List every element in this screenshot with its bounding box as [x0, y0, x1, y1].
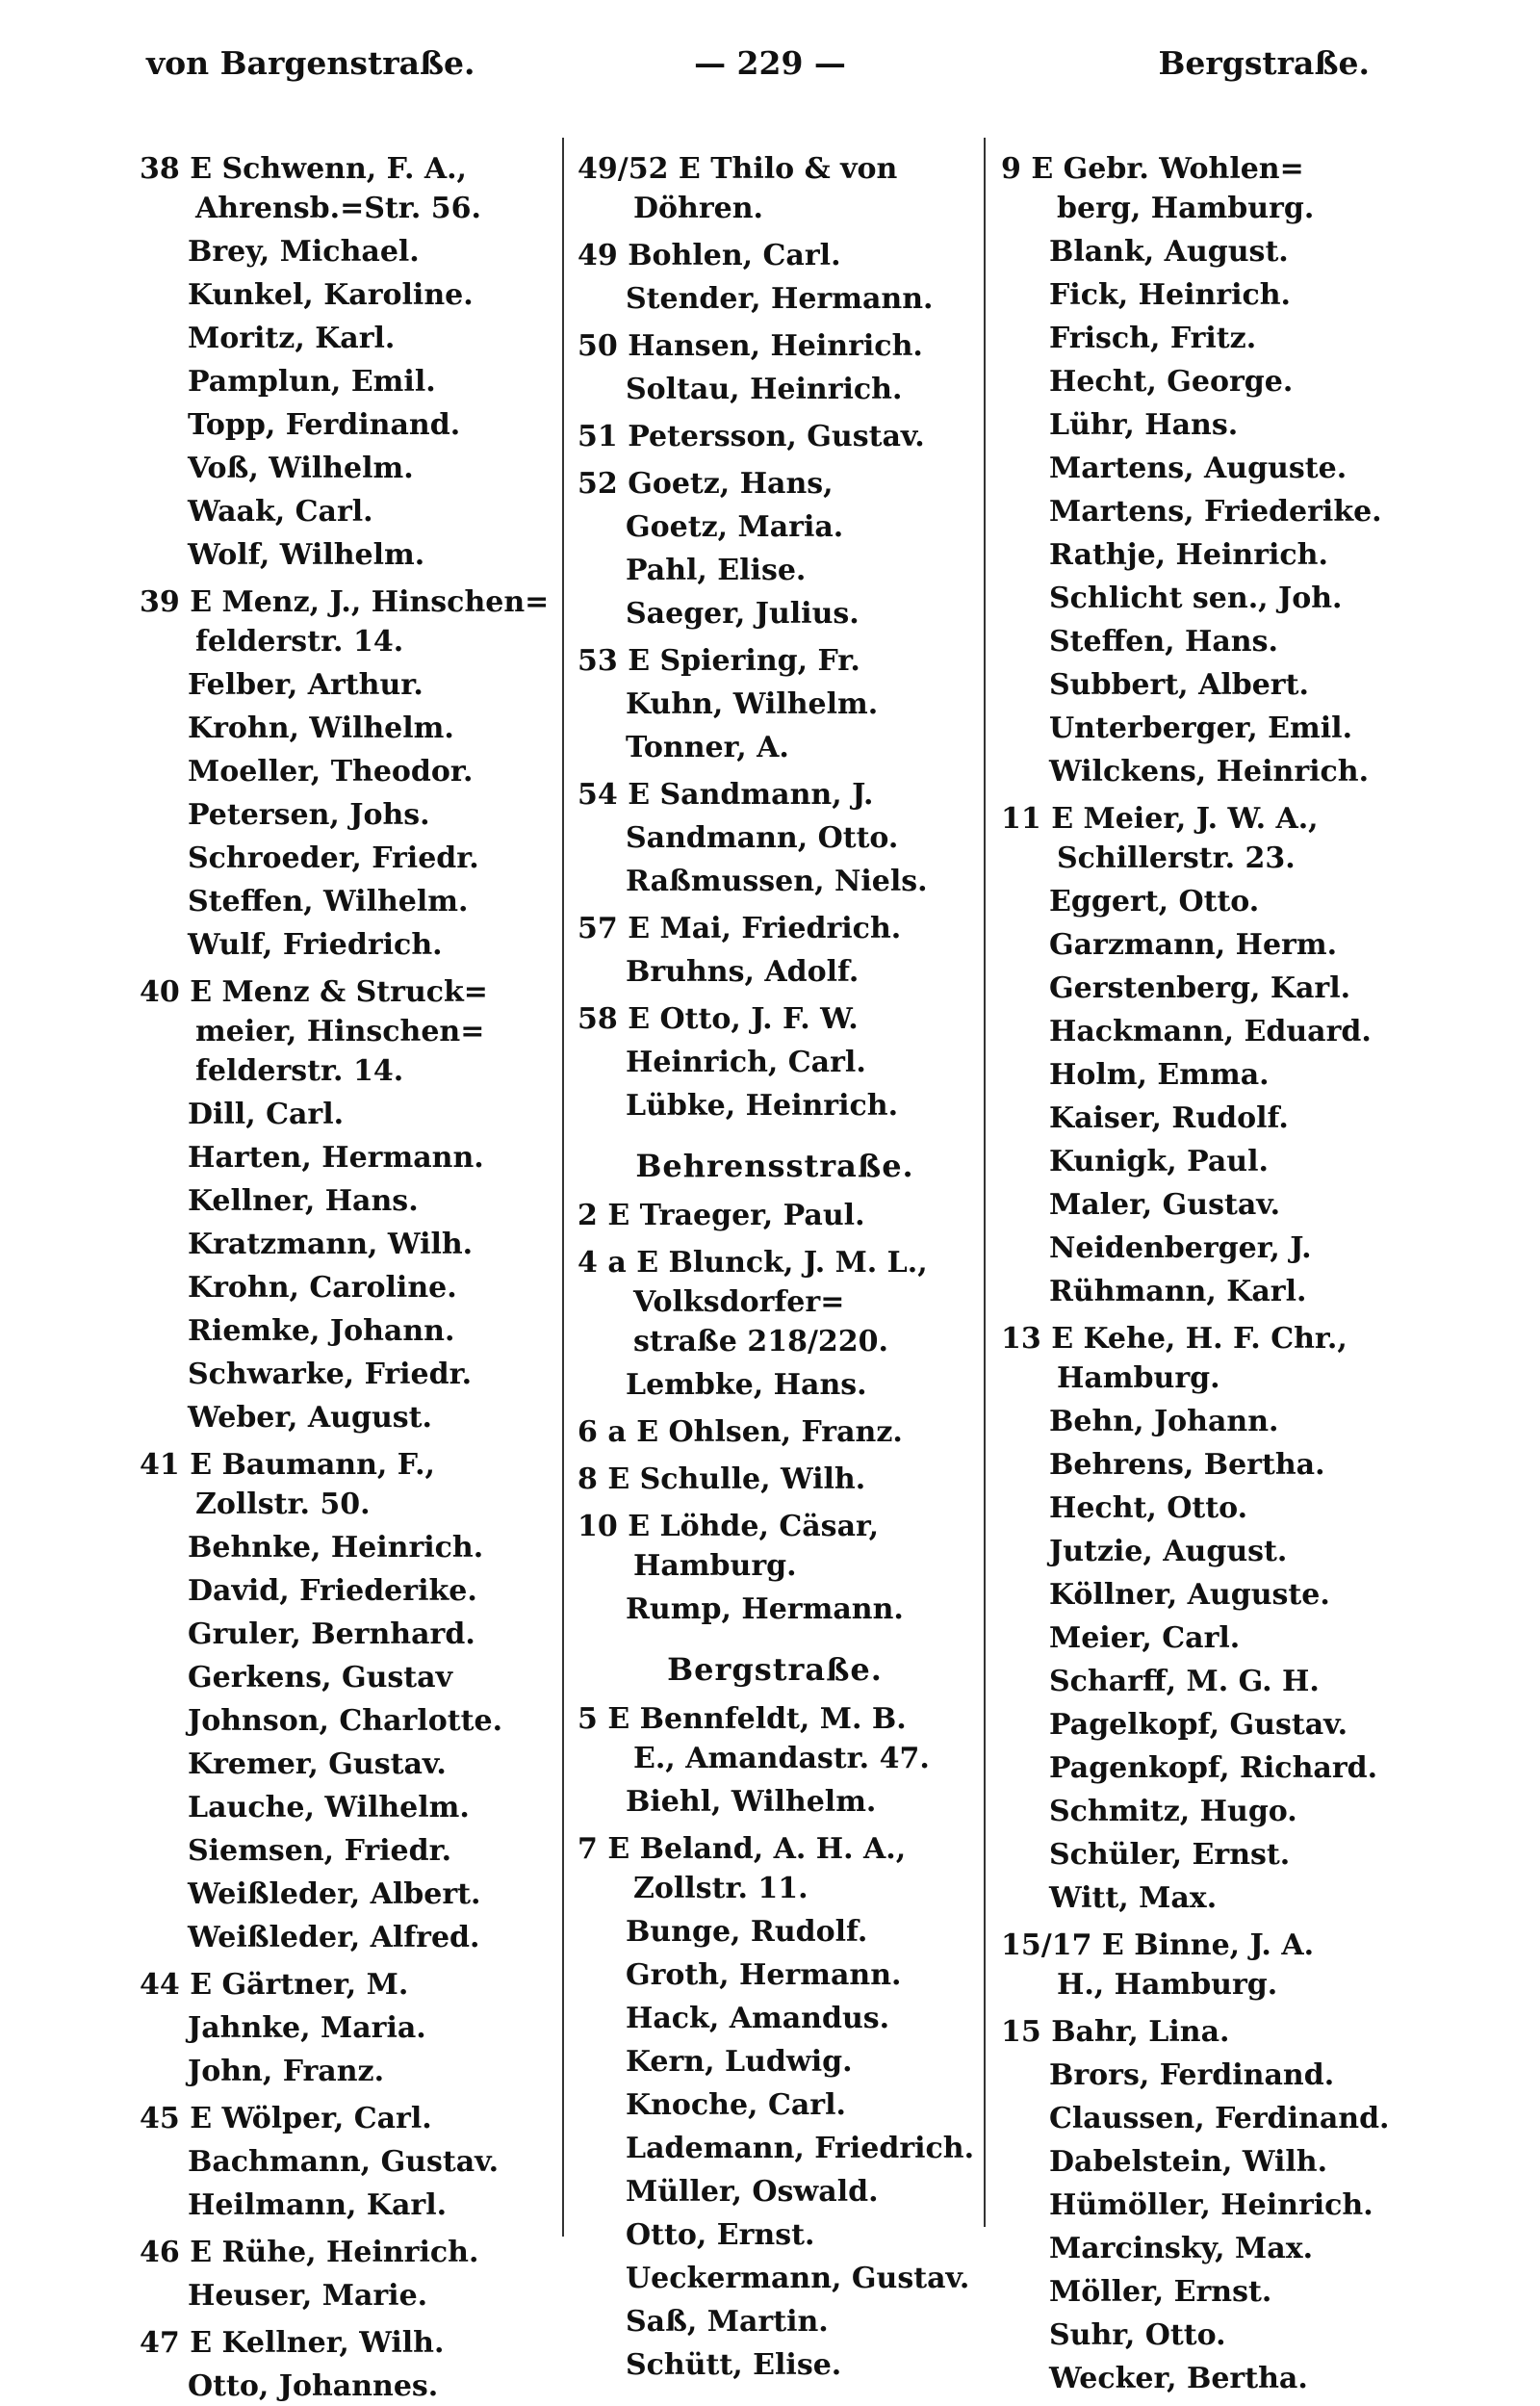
resident-entry	[140, 1311, 549, 1351]
resident-entry	[578, 1086, 972, 1125]
entry-line: Brey, Michael.	[188, 235, 420, 269]
entry-line: 51 Petersson, Gustav.	[578, 420, 925, 453]
entry-line: Weißleder, Albert.	[188, 1877, 481, 1911]
resident-entry	[578, 862, 972, 901]
resident-entry	[140, 1138, 549, 1177]
column-divider	[984, 138, 986, 2227]
entry-continuation: Ahrensb.=Str. 56.	[195, 192, 481, 225]
entry-line: Kremer, Gustav.	[188, 1747, 447, 1781]
resident-entry	[140, 1571, 549, 1611]
entry-line: Meier, Carl.	[1049, 1621, 1241, 1655]
entry-line: 4 a E Blunck, J. M. L.,	[578, 1246, 928, 1280]
entry-line: Kaiser, Rudolf.	[1049, 1101, 1289, 1135]
house-entry	[578, 909, 972, 948]
resident-entry	[140, 709, 549, 748]
header-right-street: Bergstraße.	[1158, 44, 1370, 82]
entry-line: Behrens, Bertha.	[1049, 1448, 1325, 1482]
entry-line: 10 E Löhde, Cäsar,	[578, 1510, 880, 1543]
entry-line: 9 E Gebr. Wohlen=	[1001, 152, 1304, 186]
entry-line: Möller, Ernst.	[1049, 2275, 1272, 2309]
resident-entry	[140, 752, 549, 791]
entry-line: Weber, August.	[188, 1401, 432, 1435]
resident-entry	[1001, 492, 1405, 531]
resident-entry	[578, 1590, 972, 1629]
entry-line: Heinrich, Carl.	[626, 1046, 866, 1079]
resident-entry	[140, 2276, 549, 2315]
entry-line: 53 E Spiering, Fr.	[578, 644, 860, 678]
resident-entry	[1001, 1532, 1405, 1571]
resident-entry	[578, 685, 972, 724]
resident-entry	[578, 2042, 972, 2082]
entry-line: Wilckens, Heinrich.	[1049, 755, 1370, 789]
entry-line: Lembke, Hans.	[626, 1368, 867, 1402]
resident-entry	[140, 882, 549, 921]
resident-entry	[1001, 665, 1405, 705]
resident-entry	[578, 2302, 972, 2341]
entry-line: Topp, Ferdinand.	[188, 408, 461, 442]
entry-line: Lauche, Wilhelm.	[188, 1791, 470, 1824]
resident-entry	[140, 319, 549, 358]
entry-line: Brors, Ferdinand.	[1049, 2058, 1335, 2092]
entry-line: Steffen, Wilhelm.	[188, 885, 469, 918]
entry-continuation: Zollstr. 11.	[633, 1872, 808, 1905]
resident-entry	[140, 1095, 549, 1134]
resident-entry	[578, 279, 972, 319]
entry-line: Raßmussen, Niels.	[626, 865, 928, 898]
resident-entry	[1001, 535, 1405, 575]
resident-entry	[1001, 2315, 1405, 2355]
resident-entry	[578, 1365, 972, 1405]
house-entry	[578, 1507, 972, 1586]
entry-line: John, Franz.	[188, 2055, 385, 2088]
entry-line: Holm, Emma.	[1049, 1058, 1270, 1092]
entry-line: Pagenkopf, Richard.	[1049, 1751, 1378, 1785]
resident-entry	[1001, 449, 1405, 488]
entry-line: 45 E Wölper, Carl.	[140, 2102, 432, 2135]
entry-line: Blank, August.	[1049, 235, 1289, 269]
entry-line: 2 E Traeger, Paul.	[578, 1199, 865, 1232]
resident-entry	[1001, 1835, 1405, 1875]
entry-line: Tonner, A.	[626, 731, 789, 764]
entry-line: Kratzmann, Wilh.	[188, 1228, 474, 1261]
entry-line: David, Friederike.	[188, 1574, 477, 1608]
entry-line: Petersen, Johs.	[188, 798, 430, 832]
entry-line: Lübke, Heinrich.	[626, 1089, 899, 1123]
entry-line: Neidenberger, J.	[1049, 1231, 1312, 1265]
resident-entry	[1001, 362, 1405, 401]
resident-entry	[1001, 1792, 1405, 1831]
house-entry	[1001, 2012, 1405, 2052]
resident-entry	[578, 818, 972, 858]
house-entry	[140, 2099, 549, 2138]
entry-line: 52 Goetz, Hans,	[578, 467, 834, 501]
entry-line: Witt, Max.	[1049, 1881, 1218, 1915]
resident-entry	[140, 232, 549, 272]
entry-line: Unterberger, Emil.	[1049, 711, 1353, 745]
house-entry	[140, 2323, 549, 2363]
entry-line: 6 a E Ohlsen, Franz.	[578, 1415, 903, 1449]
house-entry	[578, 641, 972, 681]
house-entry	[578, 775, 972, 815]
header-left-street: von Bargenstraße.	[146, 44, 475, 82]
house-entry	[578, 236, 972, 275]
entry-continuation: H., Hamburg.	[1057, 1968, 1278, 2002]
resident-entry	[1001, 2099, 1405, 2138]
resident-entry	[1001, 1402, 1405, 1441]
entry-line: Martens, Auguste.	[1049, 452, 1348, 485]
house-entry	[578, 1243, 972, 1361]
resident-entry	[1001, 1705, 1405, 1745]
resident-entry	[140, 1181, 549, 1221]
entry-line: Kunigk, Paul.	[1049, 1145, 1269, 1178]
street-heading: Bergstraße.	[667, 1651, 883, 1688]
entry-line: 57 E Mai, Friedrich.	[578, 912, 902, 945]
entry-line: Knoche, Carl.	[626, 2088, 846, 2122]
entry-line: Saß, Martin.	[626, 2305, 829, 2339]
entry-line: Behn, Johann.	[1049, 1405, 1279, 1438]
entry-continuation: Zollstr. 50.	[195, 1488, 371, 1521]
resident-entry	[140, 1615, 549, 1654]
resident-entry	[140, 2052, 549, 2091]
resident-entry	[140, 925, 549, 965]
resident-entry	[1001, 405, 1405, 445]
entry-line: Dill, Carl.	[188, 1098, 345, 1131]
resident-entry	[140, 1658, 549, 1697]
entry-line: Schlicht sen., Joh.	[1049, 582, 1343, 615]
entry-line: Kellner, Hans.	[188, 1184, 419, 1218]
entry-line: Pagelkopf, Gustav.	[1049, 1708, 1348, 1742]
resident-entry	[140, 275, 549, 315]
resident-entry	[578, 507, 972, 547]
entry-line: Steffen, Hans.	[1049, 625, 1278, 659]
entry-line: 39 E Menz, J., Hinschen=	[140, 585, 550, 619]
entry-line: Saeger, Julius.	[626, 597, 860, 631]
entry-line: Pamplun, Emil.	[188, 365, 436, 399]
resident-entry	[1001, 1012, 1405, 1051]
entry-line: Bunge, Rudolf.	[626, 1915, 868, 1949]
resident-entry	[578, 1912, 972, 1952]
resident-entry	[140, 1918, 549, 1957]
resident-entry	[140, 839, 549, 878]
entry-line: Maler, Gustav.	[1049, 1188, 1281, 1222]
resident-entry	[1001, 579, 1405, 618]
resident-entry	[1001, 1272, 1405, 1311]
entry-line: 44 E Gärtner, M.	[140, 1968, 409, 2002]
column-right	[1001, 142, 1405, 2395]
resident-entry	[578, 594, 972, 634]
house-entry	[140, 582, 549, 661]
resident-entry	[1001, 319, 1405, 358]
entry-line: Schütt, Elise.	[626, 2348, 842, 2382]
entry-line: 46 E Rühe, Heinrich.	[140, 2236, 479, 2269]
resident-entry	[1001, 882, 1405, 921]
resident-entry	[140, 449, 549, 488]
entry-line: Johnson, Charlotte.	[188, 1704, 503, 1738]
entry-line: Lademann, Friedrich.	[626, 2132, 975, 2165]
entry-line: Rühmann, Karl.	[1049, 1275, 1307, 1308]
entry-line: Siemsen, Friedr.	[188, 1834, 452, 1868]
resident-entry	[1001, 1618, 1405, 1658]
entry-line: Hackmann, Eduard.	[1049, 1015, 1372, 1048]
column-divider	[562, 138, 564, 2237]
resident-entry	[140, 2186, 549, 2225]
entry-continuation: Volksdorfer=	[633, 1285, 845, 1319]
resident-entry	[1001, 1488, 1405, 1528]
entry-line: 13 E Kehe, H. F. Chr.,	[1001, 1322, 1348, 1356]
entry-line: Wolf, Wilhelm.	[188, 538, 425, 572]
resident-entry	[140, 1398, 549, 1437]
entry-line: Subbert, Albert.	[1049, 668, 1309, 702]
house-entry	[578, 1460, 972, 1499]
resident-entry	[140, 1788, 549, 1827]
resident-entry	[140, 535, 549, 575]
entry-line: Otto, Ernst.	[626, 2218, 815, 2252]
resident-entry	[140, 1528, 549, 1567]
resident-entry	[1001, 1229, 1405, 1268]
house-entry	[1001, 799, 1405, 878]
entry-continuation: Hamburg.	[1057, 1361, 1220, 1395]
house-entry	[1001, 149, 1405, 228]
resident-entry	[140, 1831, 549, 1871]
resident-entry	[1001, 1662, 1405, 1701]
resident-entry	[578, 2085, 972, 2125]
house-entry	[578, 1829, 972, 1908]
entry-line: Riemke, Johann.	[188, 1314, 455, 1348]
entry-continuation: felderstr. 14.	[195, 1054, 404, 1088]
resident-entry	[1001, 709, 1405, 748]
entry-continuation: Hamburg.	[633, 1549, 797, 1583]
street-heading: Behrensstraße.	[635, 1148, 914, 1184]
entry-line: Scharff, M. G. H.	[1049, 1665, 1320, 1698]
resident-entry	[1001, 2142, 1405, 2182]
resident-entry	[140, 2008, 549, 2048]
resident-entry	[1001, 1099, 1405, 1138]
resident-entry	[140, 665, 549, 705]
resident-entry	[578, 551, 972, 590]
entry-line: Soltau, Heinrich.	[626, 373, 903, 406]
entry-line: Dabelstein, Wilh.	[1049, 2145, 1328, 2179]
entry-line: Otto, Johannes.	[188, 2369, 439, 2403]
entry-line: 54 E Sandmann, J.	[578, 778, 874, 812]
entry-line: 38 E Schwenn, F. A.,	[140, 152, 468, 186]
entry-line: Hack, Amandus.	[626, 2002, 890, 2035]
resident-entry	[578, 728, 972, 767]
entry-line: 11 E Meier, J. W. A.,	[1001, 802, 1319, 836]
entry-continuation: E., Amandastr. 47.	[633, 1742, 930, 1775]
entry-continuation: Döhren.	[633, 192, 763, 225]
resident-entry	[140, 2367, 549, 2406]
resident-entry	[578, 1043, 972, 1082]
entry-line: Stender, Hermann.	[626, 282, 934, 316]
resident-entry	[1001, 1575, 1405, 1615]
house-entry	[140, 2233, 549, 2272]
entry-line: Weißleder, Alfred.	[188, 1921, 480, 1954]
house-entry	[140, 149, 549, 228]
house-entry	[578, 326, 972, 366]
entry-line: Martens, Friederike.	[1049, 495, 1382, 529]
resident-entry	[578, 1955, 972, 1995]
resident-entry	[140, 1875, 549, 1914]
entry-line: Bruhns, Adolf.	[626, 955, 860, 989]
resident-entry	[578, 370, 972, 409]
entry-line: Jahnke, Maria.	[188, 2011, 426, 2045]
entry-line: 41 E Baumann, F.,	[140, 1448, 435, 1482]
entry-line: Rathje, Heinrich.	[1049, 538, 1328, 572]
entry-line: 8 E Schulle, Wilh.	[578, 1462, 866, 1496]
house-entry	[140, 972, 549, 1091]
resident-entry	[578, 2172, 972, 2212]
entry-line: Harten, Hermann.	[188, 1141, 484, 1175]
entry-line: Groth, Hermann.	[626, 1958, 902, 1992]
resident-entry	[140, 1225, 549, 1264]
entry-line: Schmitz, Hugo.	[1049, 1795, 1297, 1828]
resident-entry	[140, 1745, 549, 1784]
resident-entry	[1001, 2272, 1405, 2312]
entry-line: Wulf, Friedrich.	[188, 928, 443, 962]
entry-line: Biehl, Wilhelm.	[626, 1785, 877, 1819]
resident-entry	[578, 1999, 972, 2038]
entry-line: Sandmann, Otto.	[626, 821, 899, 855]
house-entry	[1001, 1926, 1405, 2005]
entry-line: Claussen, Ferdinand.	[1049, 2102, 1390, 2135]
resident-entry	[1001, 1185, 1405, 1225]
resident-entry	[1001, 1142, 1405, 1181]
entry-line: Frisch, Fritz.	[1049, 322, 1257, 355]
entry-line: Garzmann, Herm.	[1049, 928, 1338, 962]
entry-line: Kunkel, Karoline.	[188, 278, 474, 312]
entry-line: Goetz, Maria.	[626, 510, 844, 544]
entry-line: 5 E Bennfeldt, M. B.	[578, 1702, 907, 1736]
entry-continuation: berg, Hamburg.	[1057, 192, 1315, 225]
entry-line: Lühr, Hans.	[1049, 408, 1239, 442]
resident-entry	[578, 2129, 975, 2168]
entry-line: 15 Bahr, Lina.	[1001, 2015, 1230, 2049]
house-entry	[578, 1196, 972, 1235]
resident-entry	[1001, 969, 1405, 1008]
entry-line: Hecht, George.	[1049, 365, 1294, 399]
resident-entry	[140, 2142, 549, 2182]
entry-line: Rump, Hermann.	[626, 1592, 904, 1626]
resident-entry	[1001, 1055, 1405, 1095]
house-entry	[140, 1445, 549, 1524]
resident-entry	[1001, 275, 1405, 315]
resident-entry	[578, 1782, 972, 1822]
resident-entry	[1001, 2229, 1405, 2268]
entry-line: Fick, Heinrich.	[1049, 278, 1292, 312]
entry-line: Jutzie, August.	[1049, 1535, 1288, 1568]
entry-line: 7 E Beland, A. H. A.,	[578, 1832, 907, 1866]
entry-line: 49/52 E Thilo & von	[578, 152, 898, 186]
resident-entry	[140, 405, 549, 445]
entry-line: Wecker, Bertha.	[1049, 2362, 1308, 2395]
entry-line: Schroeder, Friedr.	[188, 841, 479, 875]
resident-entry	[140, 795, 549, 835]
house-entry	[578, 999, 972, 1039]
entry-line: Voß, Wilhelm.	[188, 452, 414, 485]
entry-line: Müller, Oswald.	[626, 2175, 879, 2209]
column-middle	[578, 142, 975, 2382]
entry-line: Bachmann, Gustav.	[188, 2145, 500, 2179]
entry-line: Schwarke, Friedr.	[188, 1358, 473, 1391]
resident-entry	[1001, 925, 1405, 965]
entry-line: Köllner, Auguste.	[1049, 1578, 1330, 1612]
entry-line: Marcinsky, Max.	[1049, 2232, 1314, 2265]
resident-entry	[578, 2259, 972, 2298]
entry-line: Hümöller, Heinrich.	[1049, 2188, 1373, 2222]
resident-entry	[578, 952, 972, 992]
entry-line: 47 E Kellner, Wilh.	[140, 2326, 445, 2360]
resident-entry	[140, 1268, 549, 1307]
column-left	[140, 142, 550, 2403]
entry-continuation: meier, Hinschen=	[195, 1015, 485, 1048]
resident-entry	[1001, 2056, 1405, 2095]
house-entry	[578, 1412, 972, 1452]
entry-line: Heuser, Marie.	[188, 2279, 428, 2313]
entry-line: 15/17 E Binne, J. A.	[1001, 1928, 1315, 1962]
resident-entry	[140, 1701, 549, 1741]
entry-line: Moritz, Karl.	[188, 322, 396, 355]
house-entry	[578, 417, 972, 456]
entry-line: Pahl, Elise.	[626, 554, 807, 587]
entry-line: Krohn, Caroline.	[188, 1271, 457, 1305]
entry-line: Gerkens, Gustav	[188, 1661, 453, 1695]
entry-line: Krohn, Wilhelm.	[188, 711, 454, 745]
resident-entry	[1001, 1748, 1405, 1788]
resident-entry	[1001, 232, 1405, 272]
house-entry	[578, 1699, 972, 1778]
entry-line: Hecht, Otto.	[1049, 1491, 1248, 1525]
house-entry	[1001, 1319, 1405, 1398]
resident-entry	[1001, 1878, 1405, 1918]
entry-continuation: felderstr. 14.	[195, 625, 404, 659]
entry-line: Ueckermann, Gustav.	[626, 2262, 970, 2295]
entry-line: Kuhn, Wilhelm.	[626, 687, 879, 721]
page-number: — 229 —	[694, 44, 846, 82]
resident-entry	[1001, 752, 1405, 791]
entry-line: Gruler, Bernhard.	[188, 1617, 475, 1651]
entry-continuation: straße 218/220.	[633, 1325, 888, 1358]
resident-entry	[578, 2345, 972, 2385]
house-entry	[578, 149, 972, 228]
resident-entry	[140, 492, 549, 531]
entry-line: Behnke, Heinrich.	[188, 1531, 484, 1565]
entry-line: Heilmann, Karl.	[188, 2188, 448, 2222]
resident-entry	[1001, 1445, 1405, 1485]
house-entry	[140, 1965, 549, 2005]
entry-line: Kern, Ludwig.	[626, 2045, 853, 2079]
entry-line: Felber, Arthur.	[188, 668, 424, 702]
resident-entry	[140, 1355, 549, 1394]
entry-line: Suhr, Otto.	[1049, 2318, 1226, 2352]
entry-line: 58 E Otto, J. F. W.	[578, 1002, 859, 1036]
entry-line: Gerstenberg, Karl.	[1049, 971, 1351, 1005]
entry-line: 50 Hansen, Heinrich.	[578, 329, 923, 363]
resident-entry	[1001, 2186, 1405, 2225]
entry-continuation: Schillerstr. 23.	[1057, 841, 1296, 875]
resident-entry	[1001, 622, 1405, 661]
resident-entry	[578, 2215, 972, 2255]
entry-line: 40 E Menz & Struck=	[140, 975, 488, 1009]
entry-line: Eggert, Otto.	[1049, 885, 1260, 918]
entry-line: Waak, Carl.	[188, 495, 373, 529]
house-entry	[578, 464, 972, 504]
entry-line: Schüler, Ernst.	[1049, 1838, 1291, 1872]
entry-line: Moeller, Theodor.	[188, 755, 474, 789]
resident-entry	[140, 362, 549, 401]
resident-entry	[1001, 2359, 1405, 2398]
entry-line: 49 Bohlen, Carl.	[578, 239, 841, 272]
